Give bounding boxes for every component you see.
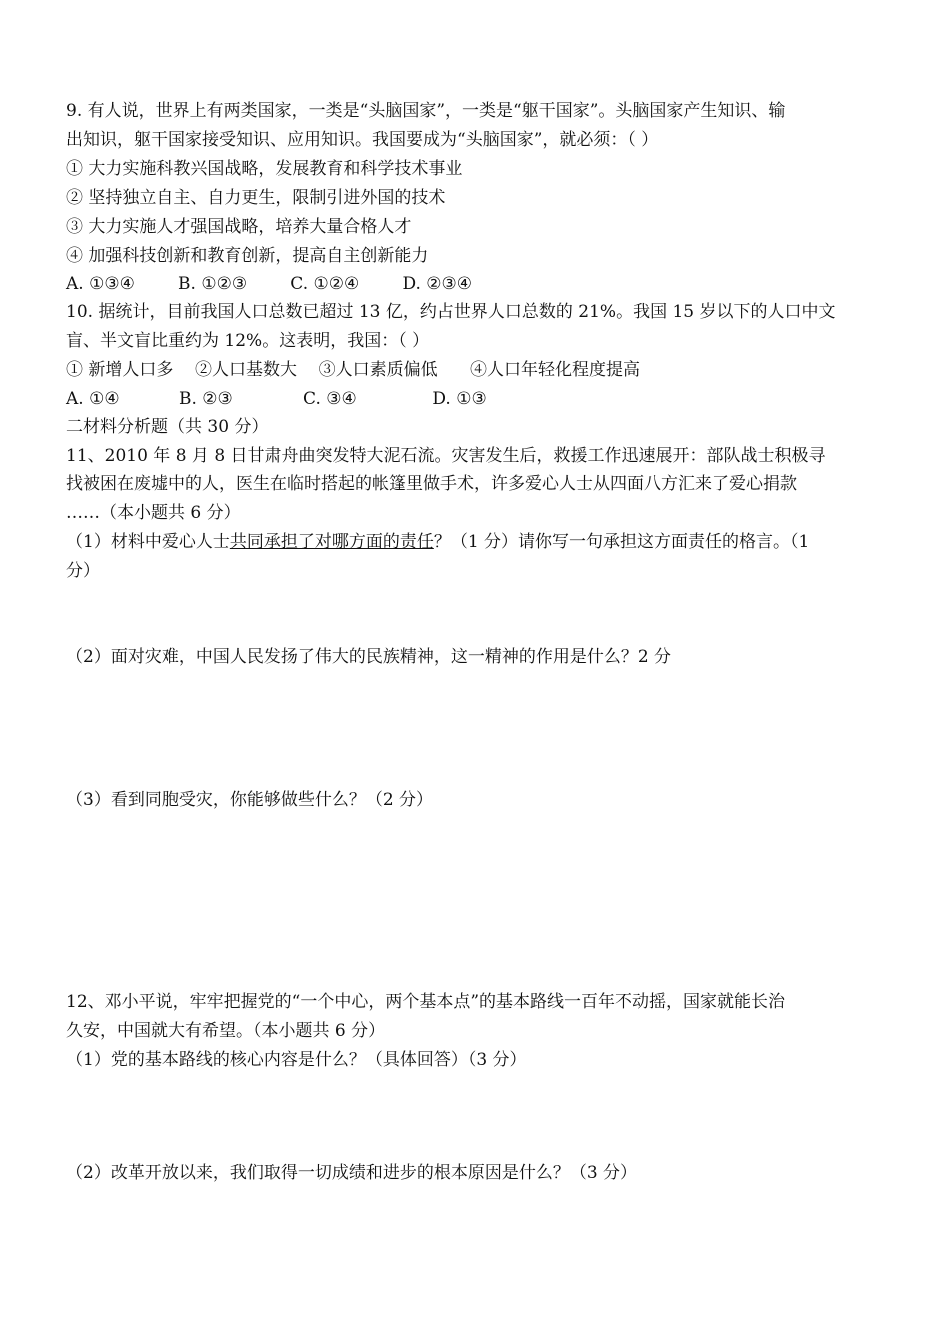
q10-stem-line2: 盲、半文盲比重约为 12%。这表明，我国：（ ） bbox=[66, 331, 430, 351]
q11-sub1-underlined: 共同承担了对哪方面的责任 bbox=[229, 532, 434, 552]
q12-stem-line1: 12、邓小平说，牢牢把握党的“一个中心，两个基本点”的基本路线一百年不动摇，国家就能长治 bbox=[66, 992, 786, 1012]
section-heading: 二材料分析题（共 30 分） bbox=[66, 417, 269, 437]
q11-stem-line2: 找被困在废墟中的人，医生在临时搭起的帐篷里做手术，许多爱心人士从四面八方汇来了爱心捐款 bbox=[66, 474, 797, 494]
q11-subquestion-1-continued: 分） bbox=[66, 561, 100, 581]
q11-subquestion-3: （3）看到同胞受灾，你能够做些什么？（2 分） bbox=[66, 790, 434, 810]
q9-option-3: ③ 大力实施人才强国战略，培养大量合格人才 bbox=[66, 217, 412, 237]
q12-subquestion-1: （1）党的基本路线的核心内容是什么？（具体回答）（3 分） bbox=[66, 1050, 527, 1070]
q10-choices: A. ①④ B. ②③ C. ③④ D. ①③ bbox=[66, 389, 487, 409]
q9-choices: A. ①③④ B. ①②③ C. ①②④ D. ②③④ bbox=[66, 274, 472, 294]
q11-subquestion-1 bbox=[66, 530, 809, 554]
q11-sub1-prefix: （1）材料中爱心人士 bbox=[66, 532, 230, 552]
q9-option-4: ④ 加强科技创新和教育创新，提高自主创新能力 bbox=[66, 246, 429, 266]
q11-subquestion-2: （2）面对灾难，中国人民发扬了伟大的民族精神，这一精神的作用是什么？2 分 bbox=[66, 647, 672, 667]
q12-stem-line2: 久安，中国就大有希望。（本小题共 6 分） bbox=[66, 1021, 386, 1041]
q11-stem-line1: 11、2010 年 8 月 8 日甘肃舟曲突发特大泥石流。灾害发生后，救援工作迅速展开：部队战士积极寻 bbox=[66, 446, 826, 466]
q11-sub1-suffix: ？（1 分）请你写一句承担这方面责任的格言。（1 bbox=[433, 532, 810, 552]
q9-option-2: ② 坚持独立自主、自力更生，限制引进外国的技术 bbox=[66, 188, 446, 208]
q11-stem-line3: ……（本小题共 6 分） bbox=[66, 503, 241, 523]
q10-options: ① 新增人口多 ②人口基数大 ③人口素质偏低 ④人口年轻化程度提高 bbox=[66, 360, 641, 380]
q9-stem-line2: 出知识，躯干国家接受知识、应用知识。我国要成为“头脑国家”，就必须：（ ） bbox=[66, 130, 659, 150]
q9-stem-line1: 9. 有人说，世界上有两类国家，一类是“头脑国家”，一类是“躯干国家”。头脑国家产生知识、输 bbox=[66, 101, 786, 121]
q10-stem-line1: 10. 据统计，目前我国人口总数已超过 13 亿，约占世界人口总数的 21%。我国 15 岁以下的人口中文 bbox=[66, 302, 836, 322]
q12-subquestion-2: （2）改革开放以来，我们取得一切成绩和进步的根本原因是什么？（3 分） bbox=[66, 1163, 638, 1183]
q9-option-1: ① 大力实施科教兴国战略，发展教育和科学技术事业 bbox=[66, 159, 463, 179]
